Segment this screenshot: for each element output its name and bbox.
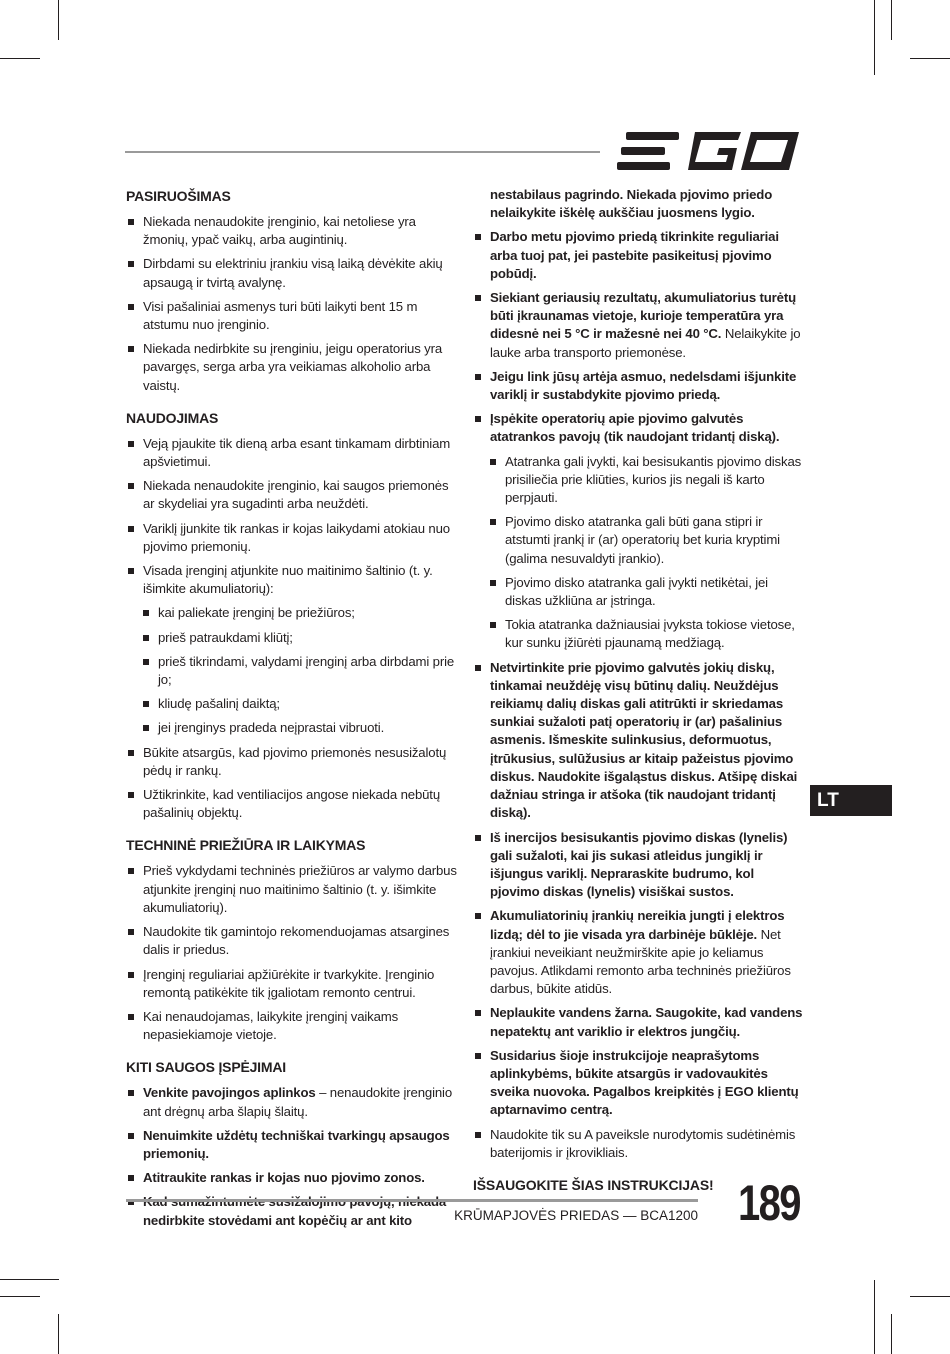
- bold-text: Siekiant geriausių rezultatų, akumuliatorius turėtų būti įkraunamas vietoje, kurioje temperatūra yra didesnė nei 5 °C ir mažesnė nei 40 °C.: [490, 290, 796, 342]
- bullet-icon: [128, 972, 134, 978]
- text: Dirbdami su elektriniu įrankiu visą laiką dėvėkite akių apsaugą ir tvirtą avalynę.: [143, 256, 443, 290]
- text: Niekada nedirbkite su įrenginiu, jeigu operatorius yra pavargęs, serga arba yra veikiamas alkoholio arba vaistų.: [143, 341, 443, 393]
- bullet-icon: [143, 659, 149, 665]
- list-item: [126, 923, 460, 959]
- bullet-icon: [490, 580, 496, 586]
- sub-list-item: [141, 653, 460, 689]
- crop-mark: [0, 1296, 40, 1297]
- list-item: [473, 1004, 803, 1040]
- bullet-list: [126, 213, 460, 395]
- list-item: [126, 520, 460, 556]
- list-item: [473, 907, 803, 998]
- language-tab: [810, 785, 892, 816]
- list-item: [126, 562, 460, 598]
- bullet-icon: [128, 1133, 134, 1139]
- bullet-icon: [128, 483, 134, 489]
- bullet-icon: [128, 304, 134, 310]
- page-number: 189: [738, 1175, 800, 1231]
- bold-text: Venkite pavojingos aplinkos: [143, 1085, 316, 1101]
- section-heading: KITI SAUGOS ĮSPĖJIMAI: [126, 1059, 286, 1076]
- list-item: [126, 298, 460, 334]
- section-heading: TECHNINĖ PRIEŽIŪRA IR LAIKYMAS: [126, 837, 366, 854]
- text: Net įrankiui neveikiant neužmirškite apie jo keliamus pavojus. Atlikdami remonto arba techninės priežiūros darbus, būkite atidūs.: [490, 926, 791, 997]
- text: jei įrenginys pradeda neįprastai vibruoti.: [158, 720, 385, 736]
- crop-mark: [58, 0, 59, 40]
- list-item: [126, 213, 460, 249]
- text: prieš tikrindami, valydami įrenginį arba dirbdami prie jo;: [158, 653, 455, 688]
- text: – nenaudokite įrenginio ant drėgnų arba šlapių šlaitų.: [143, 1085, 453, 1119]
- bullet-icon: [143, 635, 149, 641]
- bullet-icon: [490, 459, 496, 465]
- bold-text: nestabilaus pagrindo. Niekada pjovimo priedo nelaikykite iškėlę aukščiau juosmens lygio.: [490, 187, 773, 221]
- bullet-icon: [143, 610, 149, 616]
- text: Užtikrinkite, kad ventiliacijos angose niekada nebūtų pašalinių objektų.: [143, 787, 441, 821]
- text: Visada įrenginį atjunkite nuo maitinimo šaltinio (t. y. išimkite akumuliatorių):: [143, 563, 433, 597]
- crop-mark: [891, 0, 892, 40]
- sub-list-item: [488, 513, 803, 568]
- list-item: [126, 1008, 460, 1044]
- bullet-icon: [128, 929, 134, 935]
- list-item: [473, 1126, 803, 1162]
- text: Naudokite tik gamintojo rekomenduojamas atsargines dalis ir priedus.: [143, 924, 450, 958]
- text: Prieš vykdydami techninės priežiūros ar valymo darbus atjunkite įrenginį nuo maitinimo šaltinio (t. y. išimkite akumuliatorių).: [143, 863, 457, 915]
- bold-text: Nenuimkite uždėtų techniškai tvarkingų apsaugos priemonių.: [143, 1127, 450, 1161]
- sub-list-item: [141, 719, 460, 737]
- text: kai paliekate įrenginį be priežiūros;: [158, 605, 355, 621]
- text: Įrenginį reguliariai apžiūrėkite ir tvarkykite. Įrenginio remontą patikėkite tik įgaliotam remonto centrui.: [143, 966, 435, 1000]
- sub-list-item: [488, 574, 803, 610]
- bullet-icon: [128, 750, 134, 756]
- list-item: [126, 966, 460, 1002]
- bullet-icon: [490, 622, 496, 628]
- bold-text: Įspėkite operatorių apie pjovimo galvutės atatrankos pavojų (tik naudojant tridantį diską).: [490, 411, 780, 445]
- bullet-icon: [128, 261, 134, 267]
- language-tab-label: LT: [817, 790, 839, 811]
- bullet-icon: [475, 665, 481, 671]
- continued-text: [473, 186, 803, 222]
- bullet-icon: [128, 441, 134, 447]
- text: Niekada nenaudokite įrenginio, kai saugos priemonės ar skydeliai yra sugadinti arba neuždėti.: [143, 478, 449, 512]
- crop-mark: [910, 58, 950, 59]
- list-item: [473, 410, 803, 446]
- footer-title: KRŪMAPJOVĖS PRIEDAS — BCA1200: [454, 1208, 698, 1223]
- list-item: [473, 289, 803, 362]
- bullet-icon: [143, 701, 149, 707]
- bullet-icon: [475, 1010, 481, 1016]
- bullet-icon: [143, 725, 149, 731]
- bullet-icon: [128, 346, 134, 352]
- bullet-icon: [475, 234, 481, 240]
- bold-text: Atitraukite rankas ir kojas nuo pjovimo zonos.: [143, 1170, 425, 1186]
- bullet-icon: [475, 1132, 481, 1138]
- bullet-icon: [128, 792, 134, 798]
- bullet-icon: [475, 1053, 481, 1059]
- text: Tokia atatranka dažniausiai įvyksta tokiose vietose, kur sunku įžiūrėti pjaunamą medžiagą.: [505, 617, 795, 651]
- closing-notice: IŠSAUGOKITE ŠIAS INSTRUKCIJAS!: [473, 1176, 714, 1193]
- section-heading: NAUDOJIMAS: [126, 409, 219, 426]
- bold-text: Netvirtinkite prie pjovimo galvutės jokių diskų, tinkamai neuždėję visų būtinų dalių. Neuždėjus reikiamų dalių diskas gali atitrūkti ir skriedamas sunkiai sužaloti patį operatorių ir (ar) pašalinius asmenis. Išmeskite sulinkusius, deformuotus, įtrūkusius, sulūžusius ar kitaip pažeistus pjovimo diskus. Naudokite išgaląstus diskus. Atšipę diskai dažniau stringa ir atšoka (tik naudojant tridantį diską).: [490, 659, 798, 821]
- list-item: [126, 1127, 460, 1163]
- bold-text: Iš inercijos besisukantis pjovimo diskas (lynelis) gali sužaloti, kai jis sukasi atleidus jungiklį ir išjungus variklį. Nepraraskite budrumo, kol pjovimo diskas (lynelis) visiškai sustos.: [490, 829, 788, 900]
- text: Niekada nenaudokite įrenginio, kai netoliese yra žmonių, ypač vaikų, arba augintinių.: [143, 214, 416, 248]
- crop-mark: [58, 1314, 59, 1354]
- bullet-icon: [128, 568, 134, 574]
- bullet-icon: [475, 374, 481, 380]
- bullet-icon: [475, 913, 481, 919]
- bold-text: Akumuliatorinių įrankių nereikia jungti į elektros lizdą; dėl to jie visada yra darbinėje būklėje.: [490, 908, 785, 942]
- text: Variklį įjunkite tik rankas ir kojas laikydami atokiau nuo pjovimo priemonių.: [143, 520, 450, 554]
- text: Visi pašaliniai asmenys turi būti laikyti bent 15 m atstumu nuo įrenginio.: [143, 298, 418, 333]
- crop-mark: [910, 1296, 950, 1297]
- list-item: [126, 786, 460, 822]
- list-item: [126, 862, 460, 917]
- sub-list-item: [141, 695, 460, 713]
- list-item: [126, 255, 460, 291]
- bullet-icon: [475, 835, 481, 841]
- list-item: [126, 1169, 460, 1187]
- bullet-icon: [128, 1090, 134, 1096]
- text: Atatranka gali įvykti, kai besisukantis pjovimo diskas prisiliečia prie kliūties, kurios jis negali iš karto perpjauti.: [505, 453, 802, 506]
- sub-list-item: [488, 616, 803, 652]
- section-heading: PASIRUOŠIMAS: [126, 188, 231, 204]
- list-item: [126, 477, 460, 513]
- sub-list-item: [141, 604, 460, 622]
- text: Pjovimo disko atatranka gali įvykti netikėtai, jei diskas užkliūna ar įstringa.: [505, 574, 768, 609]
- crop-mark: [891, 1314, 892, 1354]
- bullet-icon: [128, 1014, 134, 1020]
- bold-text: Neplaukite vandens žarna. Saugokite, kad vandens nepatektų ant variklio ir elektros jungčių.: [490, 1005, 803, 1039]
- text: Naudokite tik su A paveiksle nurodytomis sudėtinėmis baterijomis ir įkrovikliais.: [490, 1126, 796, 1160]
- crop-mark: [874, 1280, 875, 1354]
- list-item: [126, 1084, 460, 1120]
- list-item: [473, 1047, 803, 1120]
- right-column: [473, 186, 803, 1194]
- list-item: [126, 744, 460, 780]
- ego-logo: [617, 130, 799, 172]
- bullet-icon: [128, 526, 134, 532]
- list-item: [473, 659, 803, 823]
- bold-text: Darbo metu pjovimo priedą tikrinkite reguliariai arba tuoj pat, jei pastebite pasikeitusį pjovimo pobūdį.: [490, 229, 779, 281]
- list-item: [473, 368, 803, 404]
- text: Pjovimo disko atatranka gali būti gana stipri ir atstumti įrankį ir (ar) operatorių bet kuria kryptimi (galima nesuvaldyti įrankio).: [505, 514, 780, 566]
- sub-list-item: [488, 453, 803, 508]
- text: kliudę pašalinį daiktą;: [158, 696, 280, 712]
- list-item: [126, 340, 460, 395]
- bold-text: nedirbkite stovėdami ant kopėčių ar ant kito: [143, 1212, 412, 1228]
- list-item: [473, 829, 803, 902]
- bullet-icon: [490, 519, 496, 525]
- sub-list-item: [141, 629, 460, 647]
- bullet-icon: [128, 219, 134, 225]
- footer-rule: [126, 1199, 698, 1202]
- bullet-icon: [128, 1175, 134, 1181]
- list-item: [473, 228, 803, 283]
- text: Būkite atsargūs, kad pjovimo priemonės nesusižalotų pėdų ir rankų.: [143, 744, 447, 778]
- list-item: [126, 435, 460, 471]
- text: Nelaikykite jo lauke arba transporto priemonėse.: [490, 326, 801, 360]
- bullet-list: [126, 862, 460, 1044]
- crop-mark: [0, 58, 40, 59]
- text: Kai nenaudojamas, laikykite įrenginį vaikams nepasiekiamoje vietoje.: [143, 1008, 399, 1043]
- bullet-list: [126, 435, 460, 823]
- header-rule: [125, 151, 600, 153]
- text: prieš patraukdami kliūtį;: [158, 629, 293, 645]
- bullet-icon: [475, 416, 481, 422]
- bullet-icon: [475, 295, 481, 301]
- text: Veją pjaukite tik dieną arba esant tinkamam dirbtiniam apšvietimui.: [143, 435, 451, 470]
- bullet-icon: [128, 868, 134, 874]
- bold-text: Susidarius šioje instrukcijoje neaprašytoms aplinkybėms, būkite atsargūs ir vadovaukitės sveika nuovoka. Pagalbos kreipkitės į EGO klientų aptarnavimo centrą.: [490, 1047, 799, 1118]
- crop-mark: [0, 1279, 59, 1280]
- bold-text: Jeigu link jūsų artėja asmuo, nedelsdami išjunkite variklį ir sustabdykite pjovimo priedą.: [490, 368, 797, 403]
- crop-mark: [874, 0, 875, 75]
- bullet-list: [473, 186, 803, 1162]
- left-column: [126, 186, 460, 1236]
